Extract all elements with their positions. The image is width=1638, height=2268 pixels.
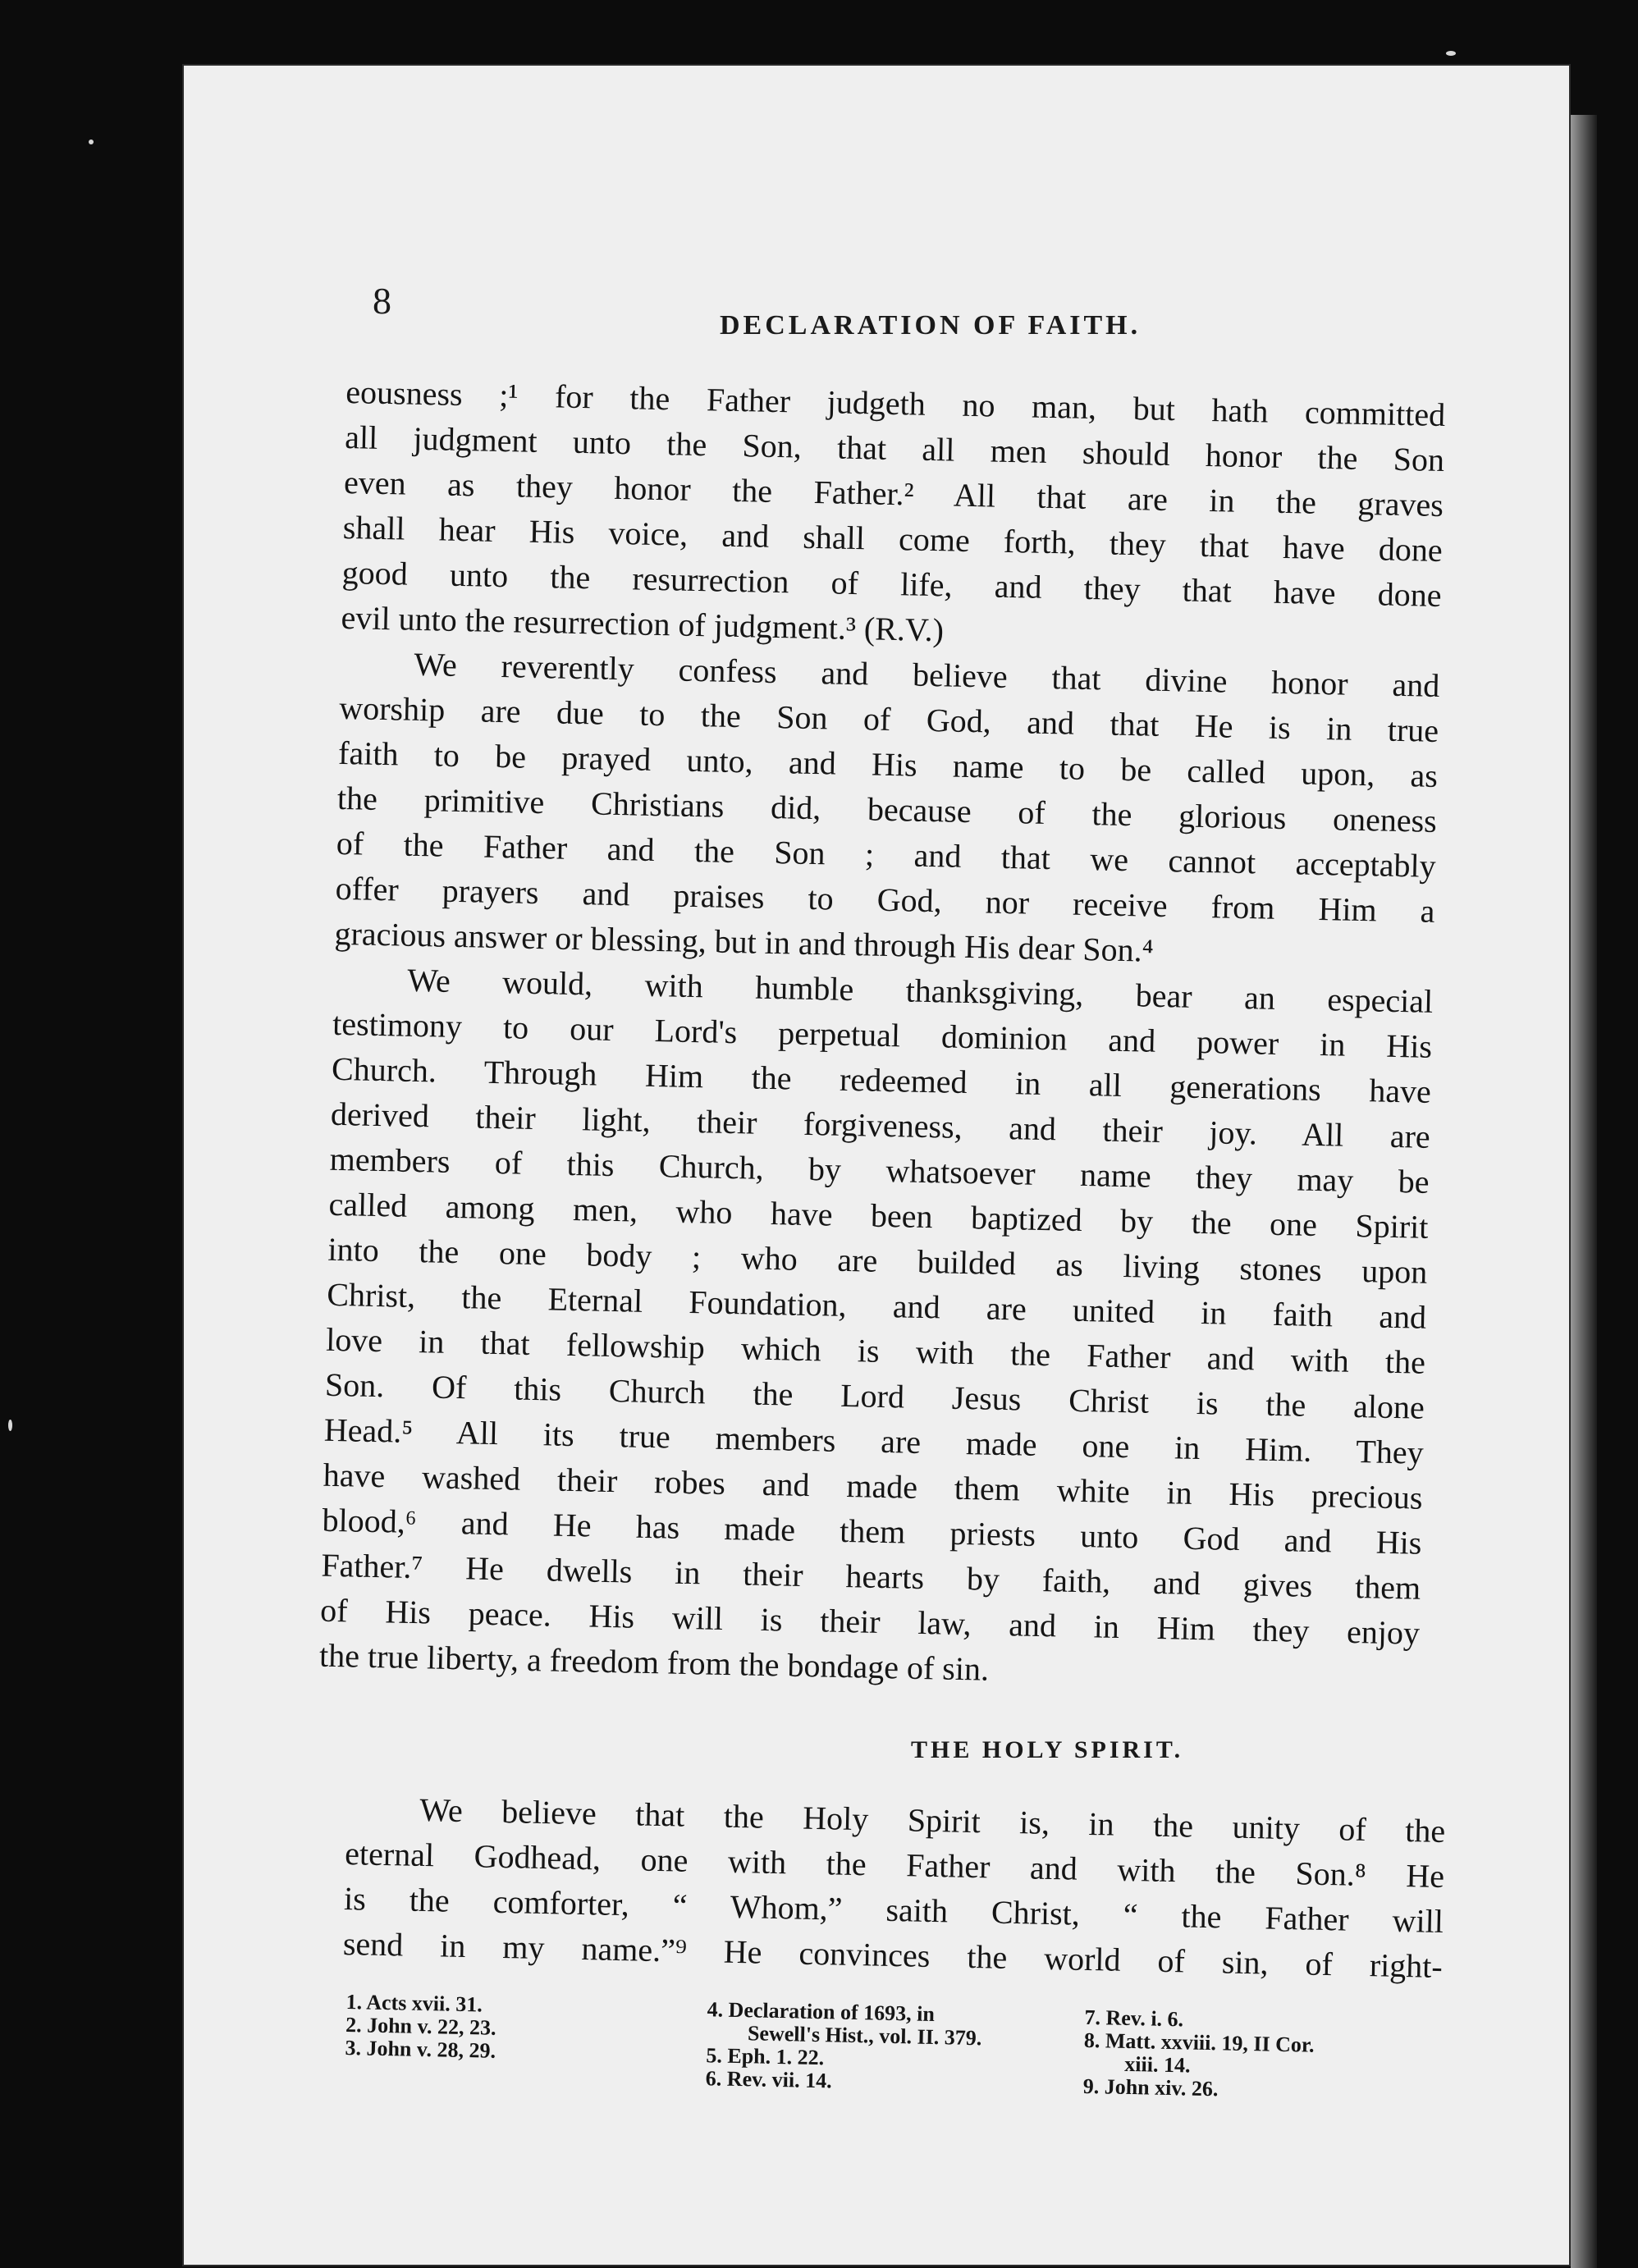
page-number: 8 <box>373 280 391 322</box>
footnote: xiii. 14. <box>1124 2051 1191 2078</box>
scan-speck <box>8 1420 12 1431</box>
text-line: evil unto the resurrection of judgment.³ (R.V.) <box>341 598 945 649</box>
footnote-column <box>1082 2006 1315 2103</box>
text-line: send in my name.”⁹ He convinces the world of sin, of right- <box>342 1924 1444 1986</box>
text-line: We believe that the Holy Spirit is, in the unity of the <box>419 1790 1446 1850</box>
text-line: We reverently confess and believe that divine honor and <box>414 645 1440 704</box>
footnote: 3. John v. 28, 29. <box>345 2035 496 2063</box>
footnote: 4. Declaration of 1693, in <box>707 1997 936 2027</box>
text-line: testimony to our Lord's perpetual dominion and power in His <box>332 1004 1433 1065</box>
scan-speck <box>89 139 94 144</box>
text-line: the primitive Christians did, because of the glorious oneness <box>336 779 1438 839</box>
text-line: eousness ;¹ for the Father judgeth no man, but hath committed <box>345 373 1446 434</box>
text-line: Church. Through Him the redeemed in all generations have <box>331 1049 1432 1110</box>
footnote: 7. Rev. i. 6. <box>1084 2005 1184 2032</box>
body-text <box>319 369 1446 1701</box>
scan-speck <box>1446 51 1456 56</box>
text-line: of His peace. His will is their law, and in Him they enjoy <box>319 1591 1421 1652</box>
text-line: into the one body ; who are builded as living stones upon <box>327 1230 1428 1291</box>
page-edge-shadow <box>1571 115 1597 2268</box>
running-head: DECLARATION OF FAITH. <box>720 310 1142 341</box>
footnote: Sewell's Hist., vol. II. 379. <box>747 2021 982 2051</box>
section-text <box>342 1787 1445 1991</box>
footnote-column <box>706 1998 983 2096</box>
text-line: offer prayers and praises to God, nor receive from Him a <box>335 869 1435 930</box>
text-line: is the comforter, “ Whom,” saith Christ, “ the Father will <box>343 1879 1444 1941</box>
footnote: 5. Eph. 1. 22. <box>706 2043 825 2070</box>
text-line: faith to be prayed unto, and His name to be called upon, as <box>337 734 1439 794</box>
text-line: Father.⁷ He dwells in their hearts by faith, and gives them <box>321 1546 1421 1607</box>
footnote: 9. John xiv. 26. <box>1082 2074 1219 2101</box>
text-line: love in that fellowship which is with the Father and with the <box>325 1320 1426 1381</box>
text-line: all judgment unto the Son, that all men should honor the Son <box>344 418 1445 479</box>
footnotes <box>345 1990 1627 2101</box>
text-line: members of this Church, by whatsoever name they may be <box>329 1140 1430 1200</box>
text-line: Son. Of this Church the Lord Jesus Christ is the alone <box>324 1365 1425 1426</box>
text-line: shall hear His voice, and shall come forth, they that have done <box>342 508 1444 569</box>
text-line: worship are due to the Son of God, and that He is in true <box>338 688 1439 749</box>
text-line: have washed their robes and made them white in His precious <box>323 1456 1423 1516</box>
text-line: We would, with humble thanksgiving, bear an especial <box>406 961 1434 1020</box>
footnote: 2. John v. 22, 23. <box>345 2012 496 2040</box>
text-line: of the Father and the Son ; and that we cannot acceptably <box>336 824 1437 885</box>
footnote: 1. Acts xvii. 31. <box>345 1990 483 2017</box>
footnote: 8. Matt. xxviii. 19, II Cor. <box>1083 2028 1315 2057</box>
footnote-column <box>345 1991 496 2063</box>
text-line: Head.⁵ All its true members are made one in Him. They <box>323 1411 1425 1471</box>
footnote: 6. Rev. vii. 14. <box>705 2066 832 2093</box>
text-line: the true liberty, a freedom from the bondage of sin. <box>318 1636 990 1688</box>
text-line: gracious answer or blessing, but in and through His dear Son.⁴ <box>334 914 1155 969</box>
text-line: even as they honor the Father.² All that are in the graves <box>343 463 1444 524</box>
text-line: eternal Godhead, one with the Father and with the Son.⁸ He <box>344 1834 1445 1895</box>
text-line: blood,⁶ and He has made them priests unto God and His <box>322 1501 1422 1562</box>
text-line: called among men, who have been baptized by the one Spirit <box>328 1185 1429 1246</box>
text-line: Christ, the Eternal Foundation, and are united in faith and <box>326 1275 1427 1336</box>
document-page <box>182 64 1571 2266</box>
text-line: derived their light, their forgiveness, and their joy. All are <box>330 1095 1431 1155</box>
section-heading: THE HOLY SPIRIT. <box>911 1736 1184 1763</box>
text-line: good unto the resurrection of life, and they that have done <box>341 553 1442 615</box>
